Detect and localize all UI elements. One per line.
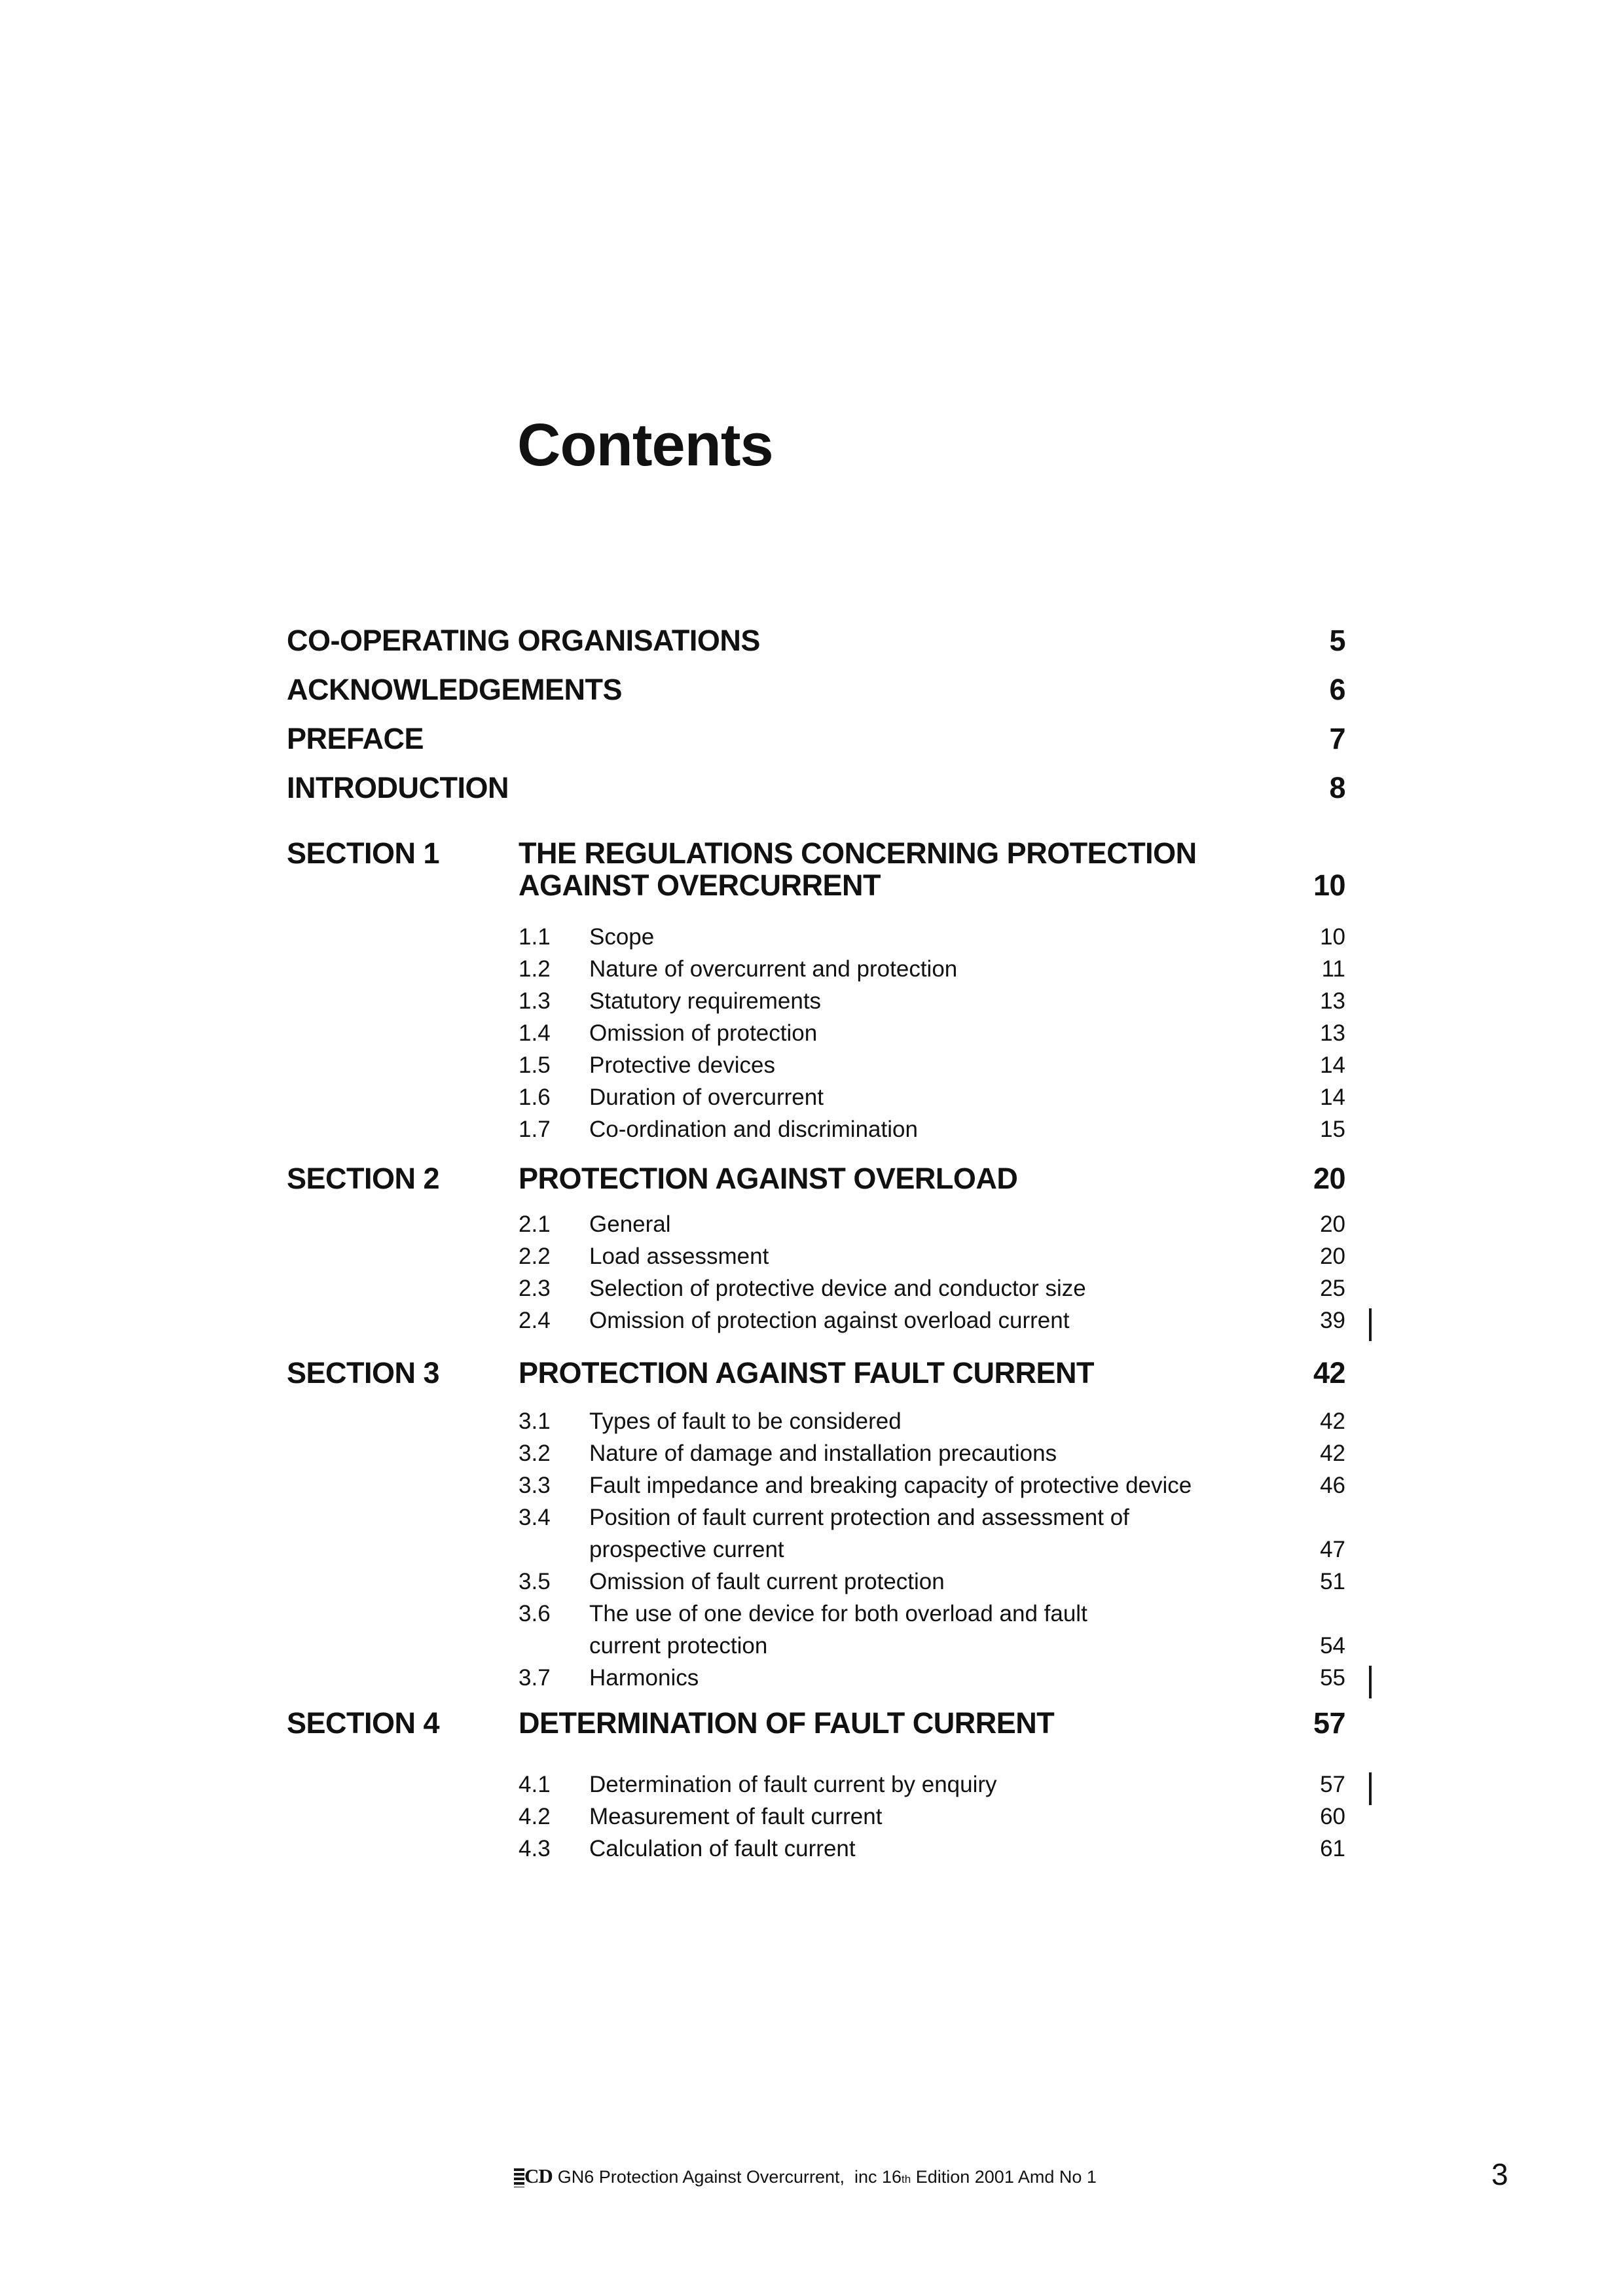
entry-title: Omission of fault current protection <box>589 1569 945 1594</box>
entry-page: 57 <box>1320 1772 1345 1797</box>
toc-entry <box>287 1240 1345 1272</box>
toc-entry <box>287 1081 1345 1113</box>
entry-number: 2.3 <box>519 1276 551 1301</box>
entry-title: Nature of damage and installation precautions <box>589 1441 1057 1466</box>
section-page: 20 <box>1313 1162 1345 1195</box>
toc-section <box>287 837 1345 1145</box>
change-bar <box>1369 1772 1372 1805</box>
section-title-line: AGAINST OVERCURRENT <box>519 869 881 902</box>
entry-title: Selection of protective device and conductor size <box>589 1276 1086 1301</box>
entry-title: Position of fault current protection and assessment of <box>589 1505 1129 1530</box>
toc-item-page: 6 <box>1329 673 1345 706</box>
entry-number: 3.4 <box>519 1505 551 1530</box>
entry-page: 54 <box>1320 1633 1345 1659</box>
entry-title: Duration of overcurrent <box>589 1085 824 1110</box>
entry-title: The use of one device for both overload and fault <box>589 1601 1087 1626</box>
section-page: 57 <box>1313 1706 1345 1740</box>
entry-page: 55 <box>1320 1665 1345 1691</box>
section-page: 42 <box>1313 1356 1345 1390</box>
section-title-line: PROTECTION AGAINST FAULT CURRENT <box>519 1356 1094 1390</box>
toc-entry <box>287 1113 1345 1145</box>
toc-entry <box>287 1208 1345 1240</box>
entry-page: 14 <box>1320 1085 1345 1110</box>
entry-number: 1.5 <box>519 1052 551 1078</box>
toc-entry <box>287 1801 1345 1833</box>
entry-title: Nature of overcurrent and protection <box>589 956 958 982</box>
entry-page: 15 <box>1320 1117 1345 1142</box>
section-label: SECTION 3 <box>287 1356 440 1390</box>
entry-title: Determination of fault current by enquiry <box>589 1772 997 1797</box>
entry-title: Harmonics <box>589 1665 699 1691</box>
footer-line: CD GN6 Protection Against Overcurrent, inc 16 th Edition 2001 Amd No 1 <box>514 2164 1345 2189</box>
section-title-line: DETERMINATION OF FAULT CURRENT <box>519 1706 1055 1740</box>
toc-item-label: INTRODUCTION <box>287 771 509 804</box>
toc-entry <box>287 1833 1345 1865</box>
toc-entry <box>287 1598 1345 1630</box>
toc-front-item <box>287 616 1345 665</box>
footer <box>287 2164 1345 2189</box>
toc-section <box>287 1707 1345 1865</box>
entry-number: 2.1 <box>519 1211 551 1237</box>
toc-section-heading <box>287 837 1345 901</box>
entry-number <box>519 1534 589 1566</box>
entry-number: 1.3 <box>519 988 551 1014</box>
toc-item-label: ACKNOWLEDGEMENTS <box>287 673 622 706</box>
entry-page: 61 <box>1320 1836 1345 1861</box>
toc-entry <box>287 921 1345 953</box>
entry-title: Protective devices <box>589 1052 776 1078</box>
section-label: SECTION 4 <box>287 1706 440 1740</box>
entry-page: 51 <box>1320 1569 1345 1594</box>
page-title: Contents <box>517 412 773 478</box>
toc-front-item <box>287 714 1345 763</box>
toc-section-heading <box>287 1357 1345 1389</box>
entry-page: 20 <box>1320 1244 1345 1269</box>
toc-item-label: CO-OPERATING ORGANISATIONS <box>287 624 760 657</box>
sections-list <box>287 837 1345 1865</box>
section-title <box>519 1162 1308 1194</box>
page-number: 3 <box>1491 2157 1508 2191</box>
section-title-line: THE REGULATIONS CONCERNING PROTECTION <box>519 836 1197 870</box>
entry-number: 4.3 <box>519 1836 551 1861</box>
toc-entry <box>287 1662 1345 1694</box>
toc-section <box>287 1162 1345 1336</box>
entry-page: 47 <box>1320 1537 1345 1562</box>
section-title-line: PROTECTION AGAINST OVERLOAD <box>519 1162 1018 1195</box>
toc-section-heading <box>287 1707 1345 1739</box>
entry-page: 42 <box>1320 1441 1345 1466</box>
entry-page: 42 <box>1320 1408 1345 1434</box>
entry-page: 14 <box>1320 1052 1345 1078</box>
toc-item-page: 8 <box>1329 771 1345 804</box>
entry-number: 3.3 <box>519 1473 551 1498</box>
entry-page: 60 <box>1320 1804 1345 1829</box>
toc-entry <box>287 1017 1345 1049</box>
toc-entry <box>287 985 1345 1017</box>
toc-entry <box>287 1437 1345 1469</box>
entry-title: Measurement of fault current <box>589 1804 883 1829</box>
entry-page: 46 <box>1320 1473 1345 1498</box>
toc-front-item <box>287 665 1345 714</box>
change-bar <box>1369 1308 1372 1341</box>
entry-number: 3.6 <box>519 1601 551 1626</box>
toc-entries <box>287 1405 1345 1694</box>
footer-text-suffix: Edition 2001 Amd No 1 <box>911 2167 1097 2187</box>
entry-title: Omission of protection <box>589 1020 818 1046</box>
entry-number: 1.4 <box>519 1020 551 1046</box>
entry-number: 4.2 <box>519 1804 551 1829</box>
footer-text: GN6 Protection Against Overcurrent, inc 16 <box>557 2167 902 2187</box>
entry-page: 13 <box>1320 988 1345 1014</box>
entry-page: 20 <box>1320 1211 1345 1237</box>
entry-number: 2.4 <box>519 1308 551 1333</box>
table-of-contents <box>287 616 1345 1865</box>
entry-number: 3.2 <box>519 1441 551 1466</box>
entry-number: 1.7 <box>519 1117 551 1142</box>
change-bar <box>1369 1666 1372 1698</box>
entry-page: 11 <box>1321 956 1345 982</box>
toc-entry <box>287 1304 1345 1336</box>
toc-entry <box>287 1469 1345 1501</box>
entry-number: 1.1 <box>519 924 551 950</box>
toc-entry <box>287 1630 1345 1662</box>
entry-title: Scope <box>589 924 655 950</box>
entry-title: General <box>589 1211 671 1237</box>
entry-title: Fault impedance and breaking capacity of protective device <box>589 1473 1192 1498</box>
entry-number: 3.7 <box>519 1665 551 1691</box>
entry-page: 13 <box>1320 1020 1345 1046</box>
toc-item-page: 5 <box>1329 624 1345 657</box>
toc-entry <box>287 1566 1345 1598</box>
toc-entry <box>287 1501 1345 1534</box>
toc-item-label: PREFACE <box>287 722 424 755</box>
entry-number <box>519 1630 589 1662</box>
toc-front-item <box>287 763 1345 812</box>
section-page: 10 <box>1313 869 1345 902</box>
toc-item-page: 7 <box>1329 722 1345 755</box>
entry-number: 3.1 <box>519 1408 551 1434</box>
section-title <box>519 1707 1308 1739</box>
toc-entry <box>287 1768 1345 1801</box>
front-matter-list <box>287 616 1345 812</box>
entry-number: 2.2 <box>519 1244 551 1269</box>
toc-entry <box>287 1534 1345 1566</box>
entry-title: Statutory requirements <box>589 988 822 1014</box>
entry-title: Omission of protection against overload current <box>589 1308 1070 1333</box>
entry-number: 1.2 <box>519 956 551 982</box>
entry-page: 10 <box>1320 924 1345 950</box>
entry-title: prospective current <box>589 1537 784 1562</box>
entry-page: 39 <box>1320 1308 1345 1333</box>
entry-title: current protection <box>589 1633 768 1659</box>
section-title <box>519 1357 1308 1389</box>
section-label: SECTION 2 <box>287 1162 440 1195</box>
toc-entry <box>287 953 1345 985</box>
entry-title: Calculation of fault current <box>589 1836 856 1861</box>
entry-number: 3.5 <box>519 1569 551 1594</box>
toc-entry <box>287 1272 1345 1304</box>
toc-entries <box>287 921 1345 1145</box>
toc-entries <box>287 1768 1345 1865</box>
cd-logo-text: CD <box>524 2164 553 2187</box>
toc-section-heading <box>287 1162 1345 1194</box>
toc-entries <box>287 1208 1345 1336</box>
entry-page: 25 <box>1320 1276 1345 1301</box>
section-title <box>519 837 1308 901</box>
toc-entry <box>287 1049 1345 1081</box>
cd-logo-icon <box>514 2168 524 2187</box>
toc-section <box>287 1357 1345 1694</box>
section-label: SECTION 1 <box>287 836 440 870</box>
entry-title: Co-ordination and discrimination <box>589 1117 918 1142</box>
entry-title: Types of fault to be considered <box>589 1408 902 1434</box>
entry-title: Load assessment <box>589 1244 769 1269</box>
entry-number: 4.1 <box>519 1772 551 1797</box>
toc-entry <box>287 1405 1345 1437</box>
entry-number: 1.6 <box>519 1085 551 1110</box>
